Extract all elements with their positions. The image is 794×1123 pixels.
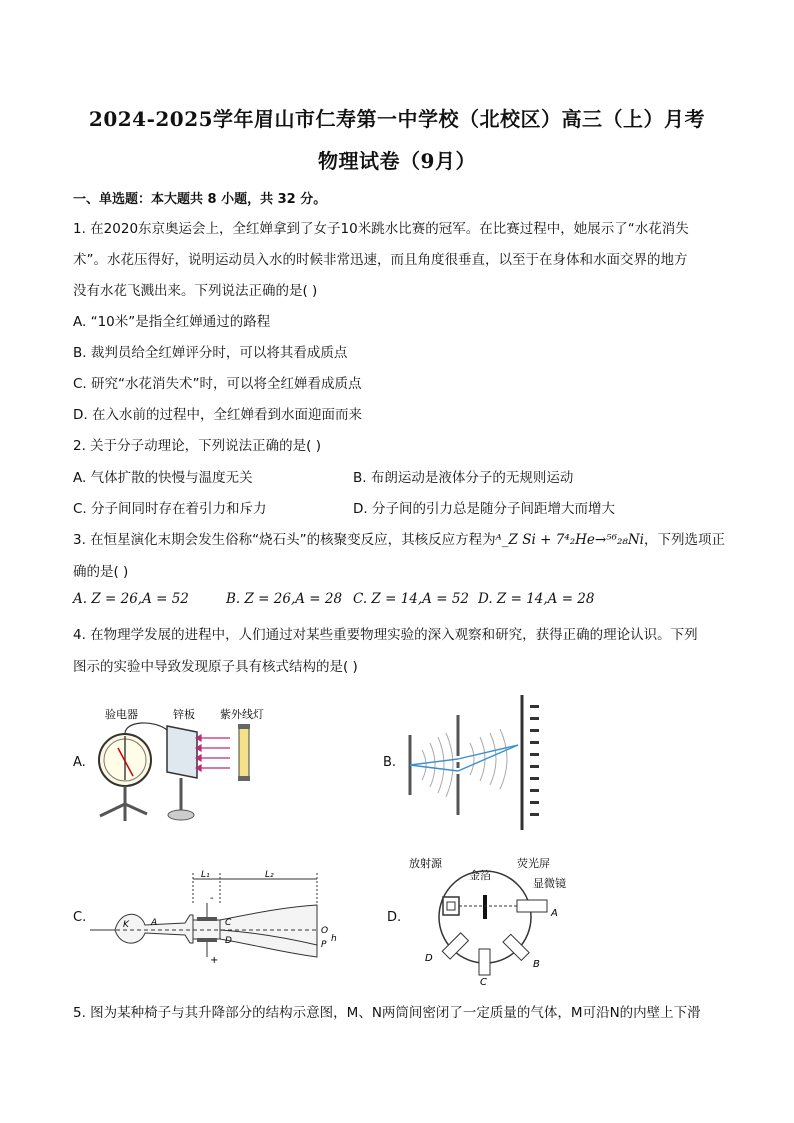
q3-option-a: A. Z = 26,A = 52 xyxy=(73,591,189,607)
l1-label: L₁ xyxy=(201,870,210,880)
p-label: P xyxy=(321,940,327,950)
q3-stem-text: 3. 在恒星演化末期会发生俗称“烧石头”的核聚变反应，其核反应方程为 xyxy=(73,532,496,548)
fig-a-label: A. xyxy=(73,755,86,770)
q3-equation: ᴬ_Z Si + 7⁴₂He→⁵⁶₂₈Ni xyxy=(495,532,644,548)
q5-stem-line-1: 5. 图为某种椅子与其升降部分的结构示意图，M、N两筒间密闭了一定质量的气体，M可沿N的内壁上下滑 xyxy=(73,1005,701,1021)
title-line-1: 2024-2025学年眉山市仁寿第一中学校（北校区）高三（上）月考 xyxy=(88,107,706,131)
q1-option-b: B. 裁判员给全红婵评分时，可以将其看成质点 xyxy=(73,345,348,361)
microscope-label: 显微镜 xyxy=(533,877,566,890)
figure-c-cathode-ray xyxy=(85,865,350,965)
electroscope-label: 验电器 xyxy=(105,708,138,721)
q3-stem-line-1 xyxy=(73,528,725,548)
o-label: O xyxy=(321,926,329,936)
q1-stem-line-1: 1. 在2020东京奥运会上，全红婵拿到了女子10米跳水比赛的冠军。在比赛过程中，她展示了“水花消失 xyxy=(73,221,689,237)
fig-b-label: B. xyxy=(383,755,397,770)
q2-option-a: A. 气体扩散的快慢与温度无关 xyxy=(73,470,253,486)
zinc-plate-label: 锌板 xyxy=(173,708,195,721)
d-pos-a: A xyxy=(551,908,558,919)
minus-label: - xyxy=(210,893,214,904)
q1-option-d: D. 在入水前的过程中，全红婵看到水面迎面而来 xyxy=(73,407,362,423)
q4-stem-line-2: 图示的实验中导致发现原子具有核式结构的是( ) xyxy=(73,659,358,675)
c-label: C xyxy=(225,918,232,928)
l2-label: L₂ xyxy=(265,870,274,880)
source-label: 放射源 xyxy=(409,857,442,870)
figure-d-alpha-scattering xyxy=(405,855,585,985)
section-heading: 一、单选题：本大题共 8 小题，共 32 分。 xyxy=(73,192,327,207)
figure-b-double-slit xyxy=(400,695,560,830)
q1-stem-line-3: 没有水花飞溅出来。下列说法正确的是( ) xyxy=(73,283,318,299)
d-pos-d: D xyxy=(425,953,433,964)
q3-stem-tail: ，下列选项正 xyxy=(643,532,725,548)
q1-option-c: C. 研究“水花消失术”时，可以将全红婵看成质点 xyxy=(73,376,362,392)
a-label: A xyxy=(151,918,158,928)
q2-stem: 2. 关于分子动理论，下列说法正确的是( ) xyxy=(73,438,321,454)
plus-label: + xyxy=(210,955,219,965)
q3-option-b: B. Z = 26,A = 28 xyxy=(226,591,343,607)
title-line-2: 物理试卷（9月） xyxy=(318,149,476,173)
fig-d-label: D. xyxy=(387,910,402,925)
figure-a-photoelectric xyxy=(85,700,275,825)
d-label: D xyxy=(225,936,232,946)
k-label: K xyxy=(123,920,129,930)
q3-option-d: D. Z = 14,A = 28 xyxy=(478,591,595,607)
h-label: h xyxy=(331,934,337,944)
q4-stem-line-1: 4. 在物理学发展的进程中，人们通过对某些重要物理实验的深入观察和研究，获得正确的理论认识。下列 xyxy=(73,627,698,643)
fig-c-label: C. xyxy=(73,910,87,925)
screen-label: 荧光屏 xyxy=(517,857,550,870)
q3-stem-line-2: 确的是( ) xyxy=(73,564,129,580)
q1-option-a: A. “10米”是指全红婵通过的路程 xyxy=(73,314,271,330)
uv-lamp-label: 紫外线灯 xyxy=(220,708,264,721)
d-pos-c: C xyxy=(480,977,487,985)
q1-stem-line-2: 术”。水花压得好，说明运动员入水的时候非常迅速，而且角度很垂直，以至于在身体和水面交界的地方 xyxy=(73,252,688,268)
d-pos-b: B xyxy=(533,959,540,970)
q3-option-c: C. Z = 14,A = 52 xyxy=(353,591,469,607)
q2-option-c: C. 分子间同时存在着引力和斥力 xyxy=(73,501,267,517)
q2-option-b: B. 布朗运动是液体分子的无规则运动 xyxy=(353,470,574,486)
q2-option-d: D. 分子间的引力总是随分子间距增大而增大 xyxy=(353,501,615,517)
foil-label: 金箔 xyxy=(469,869,491,882)
